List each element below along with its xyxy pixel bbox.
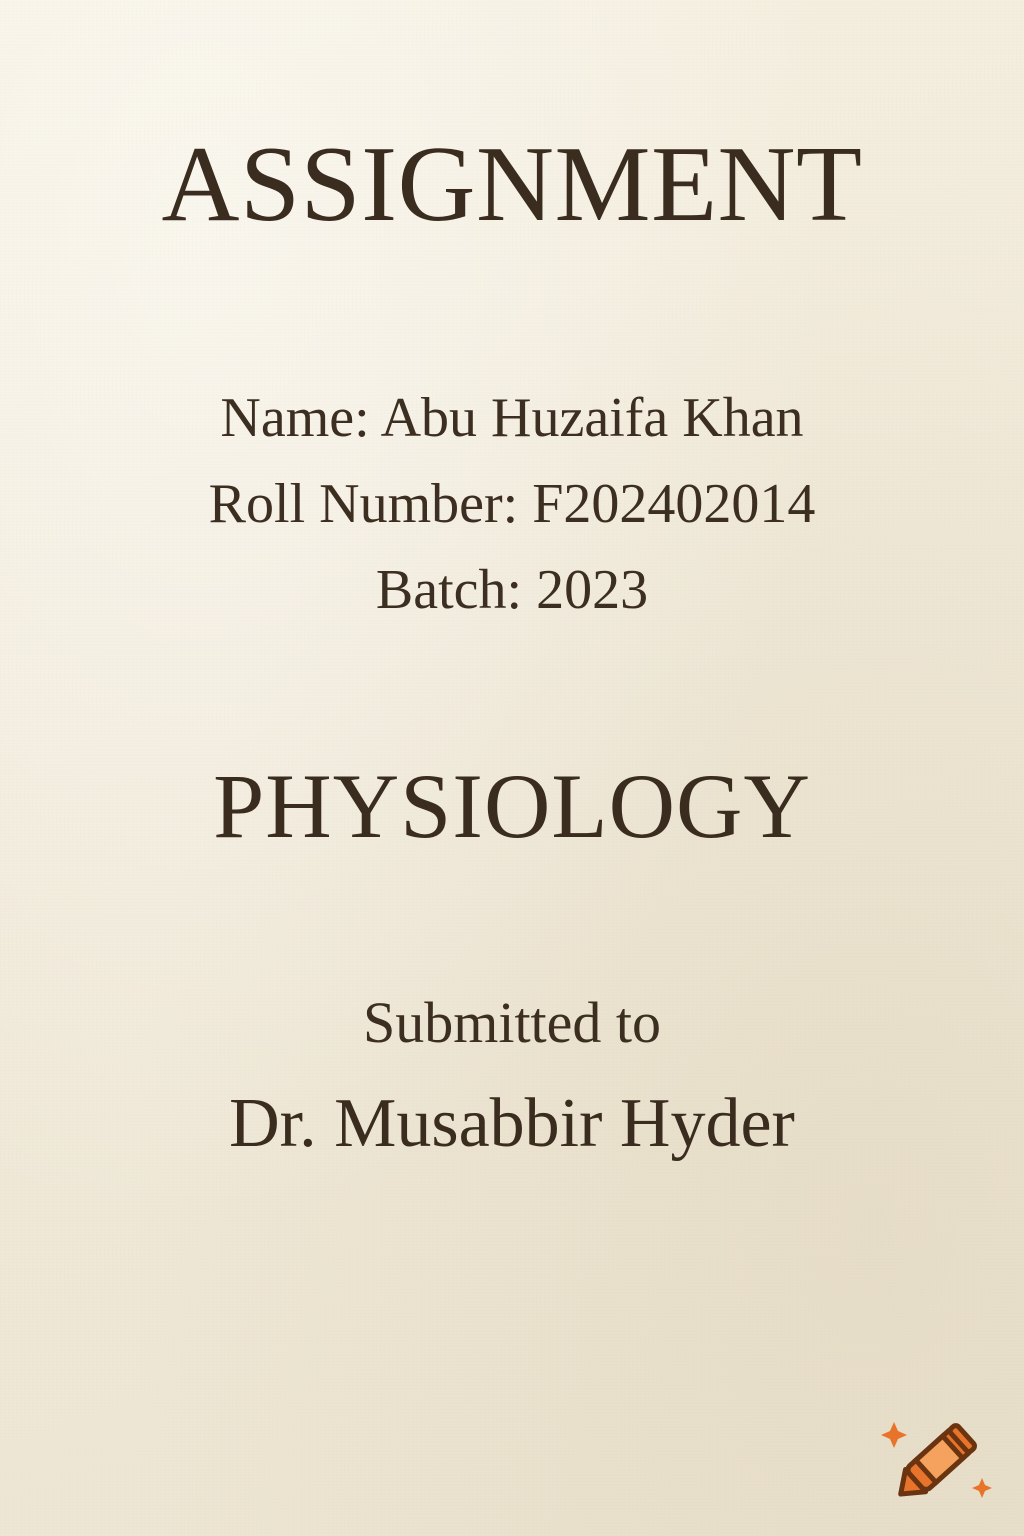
instructor-name: Dr. Musabbir Hyder: [229, 1084, 795, 1162]
roll-number-line: Roll Number: F202402014: [208, 473, 816, 536]
subject-title: PHYSIOLOGY: [213, 755, 811, 858]
submission-block: [229, 987, 795, 1166]
student-details: [209, 383, 816, 640]
page-title: ASSIGNMENT: [161, 125, 863, 244]
batch-line: Batch: 2023: [375, 558, 649, 621]
student-name-line: Name: Abu Huzaifa Khan: [220, 387, 804, 450]
submitted-to-label: Submitted to: [362, 990, 662, 1055]
crayon-icon: [878, 1392, 998, 1512]
